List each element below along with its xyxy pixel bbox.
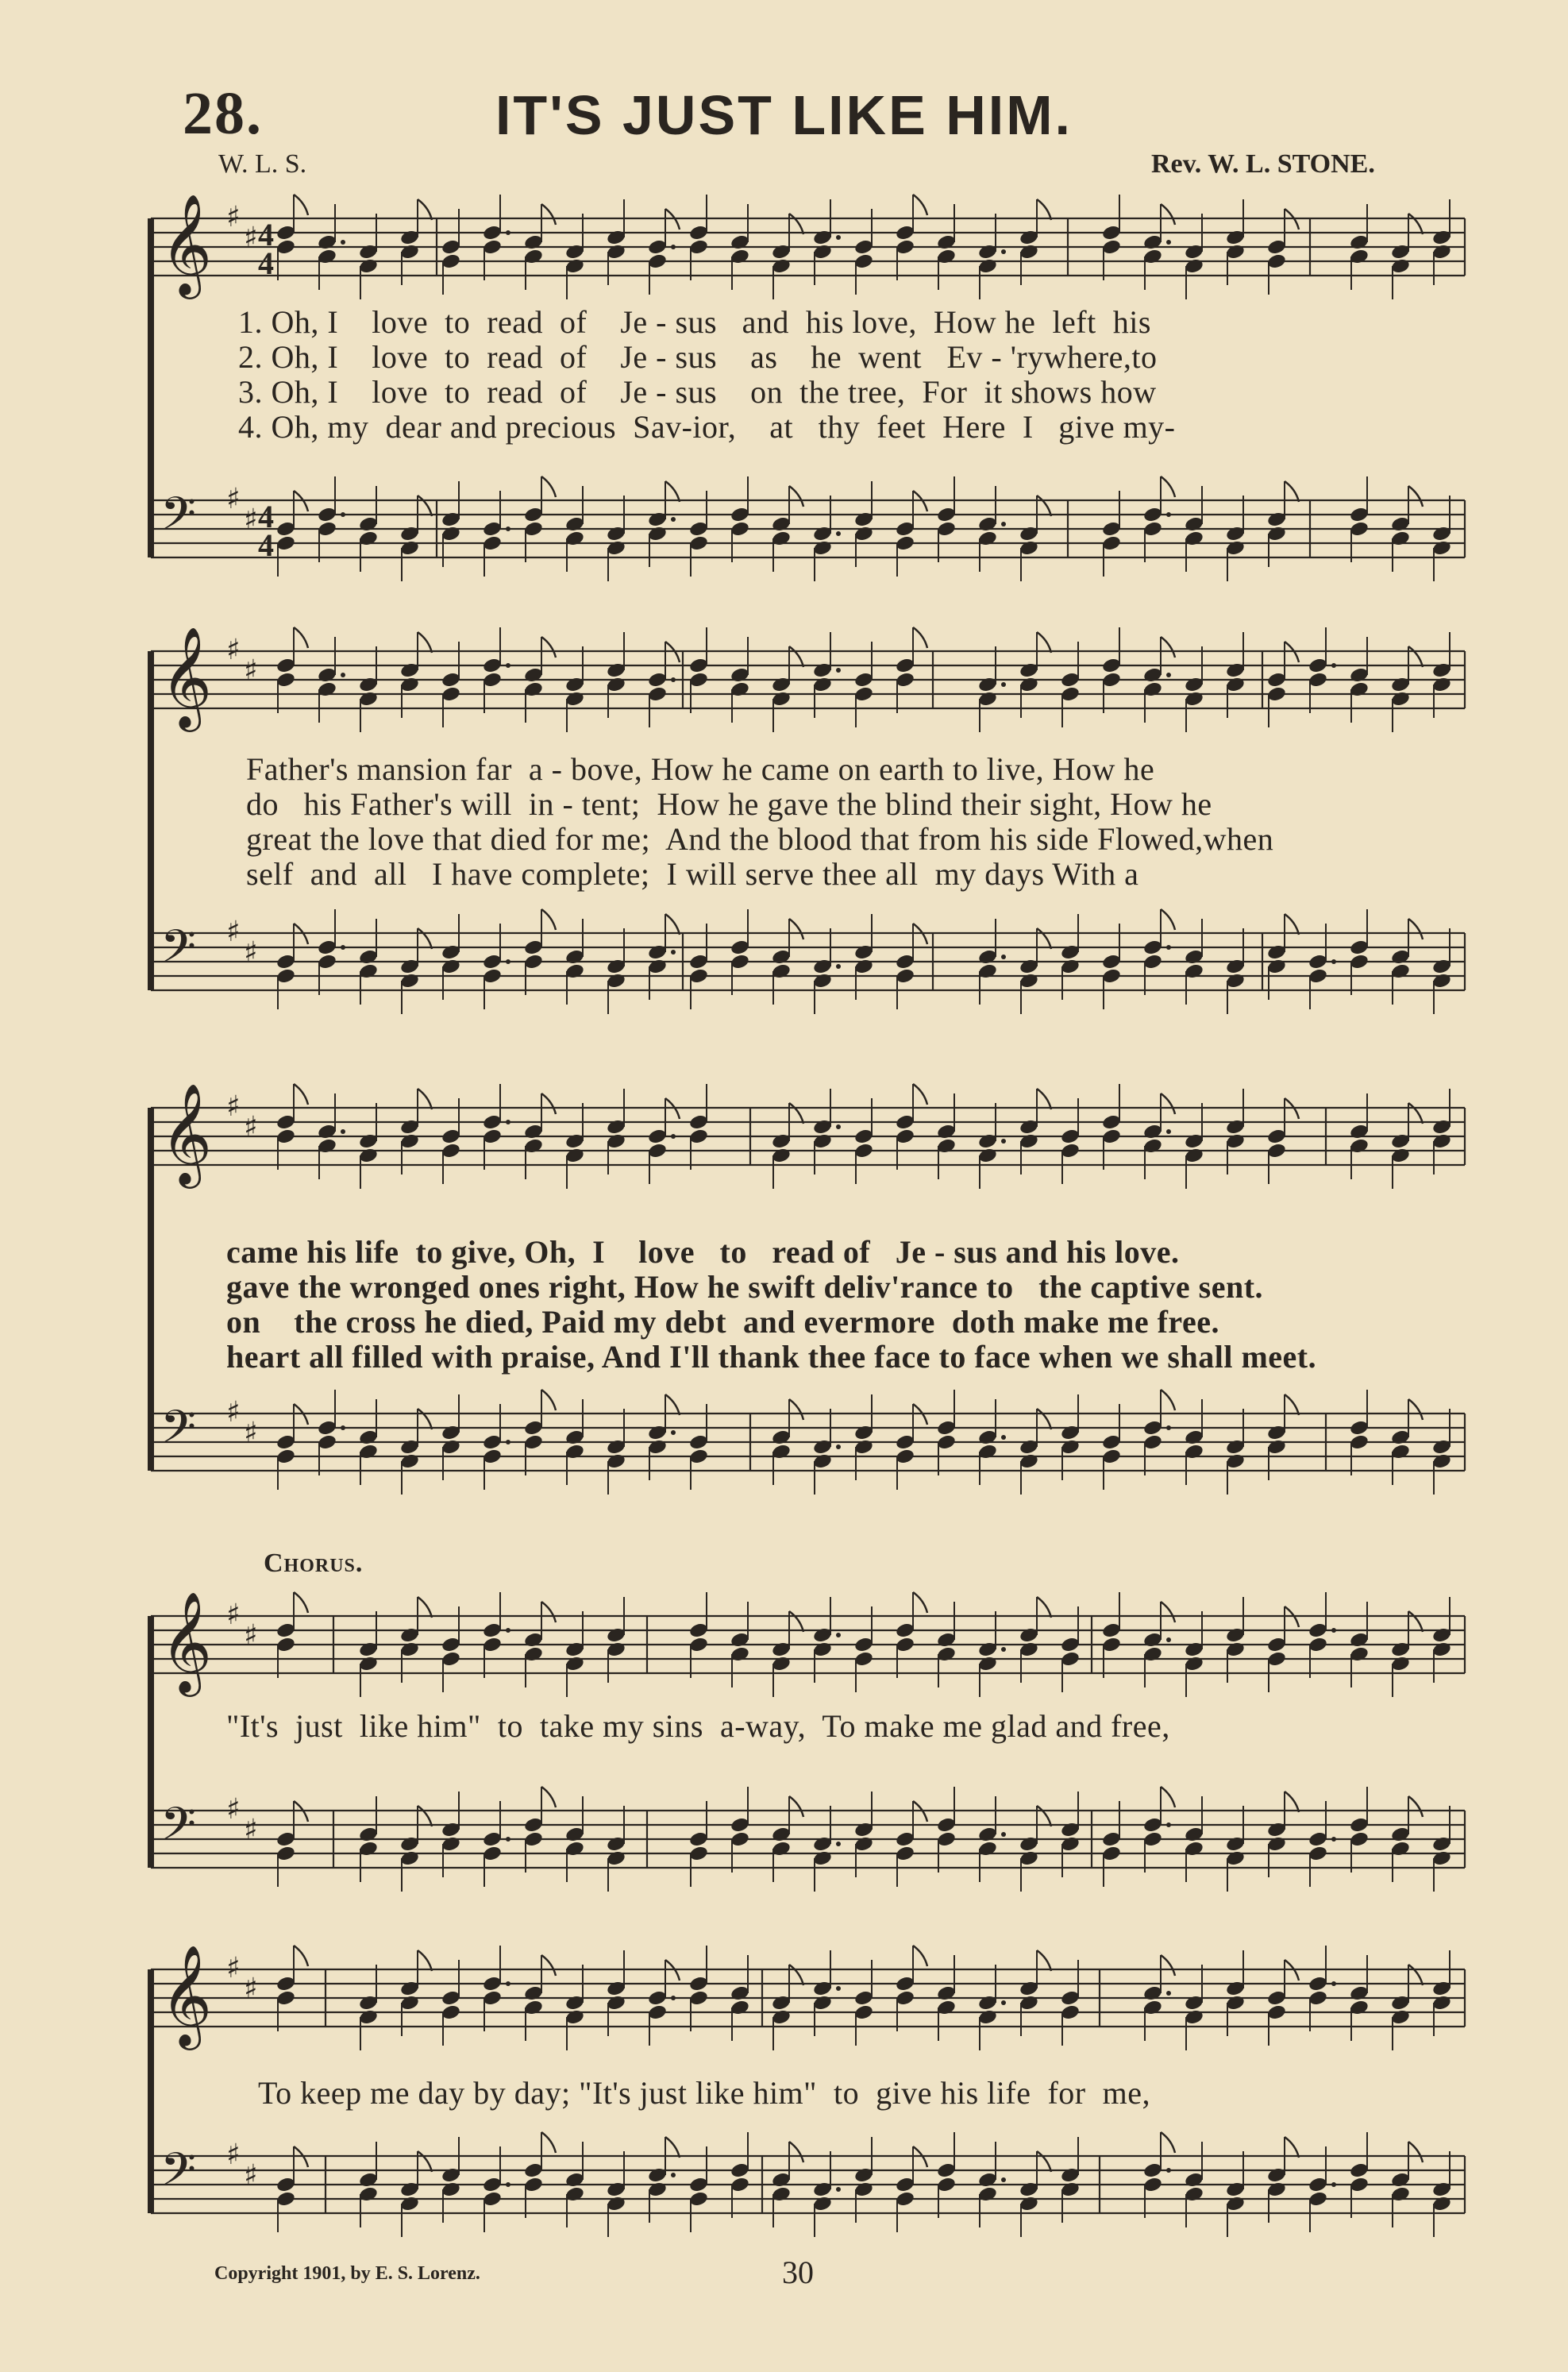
chorus-line-2: To keep me day by day; "It's just like him" to give his life for me,	[258, 2075, 1150, 2111]
sharp-icon: ♯	[244, 2159, 258, 2192]
copyright-notice: Copyright 1901, by E. S. Lorenz.	[214, 2263, 480, 2284]
sharp-icon: ♯	[226, 1952, 241, 1984]
treble-clef-icon: 𝄞	[160, 1591, 213, 1692]
treble-staff	[151, 1944, 1465, 2050]
hymn-title: IT'S JUST LIKE HIM.	[495, 84, 1073, 146]
bass-clef-icon: 𝄢	[160, 487, 197, 552]
bass-clef-icon: 𝄢	[160, 1797, 197, 1862]
bass-clef-icon: 𝄢	[160, 2143, 197, 2208]
verse-4-line-3: heart all filled with praise, And I'll thank thee face to face when we shall meet.	[226, 1339, 1317, 1375]
chorus-label: Chorus.	[264, 1549, 364, 1578]
treble-clef-icon: 𝄞	[160, 1944, 213, 2046]
treble-clef-icon: 𝄞	[160, 1082, 213, 1184]
dot	[1001, 2177, 1006, 2182]
note-flag	[294, 1946, 308, 1966]
time-signature: 4	[258, 499, 274, 534]
verse-4-line-1: 4. Oh, my dear and precious Sav-ior, at thy feet Here I give my-	[238, 409, 1176, 445]
sharp-icon: ♯	[244, 1814, 258, 1846]
bass-staff	[151, 2139, 1465, 2213]
verse-1-line-1: 1. Oh, I love to read of Je - sus and his love, How he left his	[238, 304, 1151, 340]
note-flag	[1408, 2142, 1423, 2162]
dot	[836, 1986, 841, 1991]
sharp-icon: ♯	[244, 654, 258, 687]
sharp-icon: ♯	[226, 1599, 241, 1631]
verse-4-line-2: self and all I have complete; I will serve thee all my days With a	[246, 856, 1139, 892]
verse-3-line-2: great the love that died for me; And the blood that from his side Flowed,when	[246, 821, 1274, 857]
verse-2-line-2: do his Father's will in - tent; How he gave the blind their sight, How he	[246, 786, 1212, 822]
dot	[1001, 2000, 1006, 2005]
note-flag	[418, 2151, 432, 2172]
time-signature: 4	[258, 245, 274, 281]
note-flag	[418, 1950, 432, 1971]
dot	[506, 1981, 510, 1986]
sharp-icon: ♯	[226, 2139, 241, 2171]
dot	[836, 2187, 841, 2192]
sharp-icon: ♯	[226, 1793, 241, 1826]
note-flag	[1285, 2137, 1299, 2158]
time-signature: 4	[258, 217, 274, 253]
sharp-icon: ♯	[244, 1619, 258, 1652]
hymn-number: 28.	[183, 80, 263, 147]
note-flag	[541, 1955, 556, 1976]
verse-2-line-1: 2. Oh, I love to read of Je - sus as he went Ev - 'rywhere,to	[238, 339, 1158, 375]
sharp-icon: ♯	[244, 1417, 258, 1449]
verse-2-line-3: gave the wronged ones right, How he swift deliv'rance to the captive sent.	[226, 1269, 1264, 1305]
note-flag	[541, 2132, 556, 2153]
time-signature: 4	[258, 527, 274, 563]
note-flag	[913, 1946, 927, 1966]
note-flag	[1161, 2132, 1175, 2153]
dot	[1331, 1981, 1336, 1986]
note-flag	[1037, 1950, 1051, 1971]
lyricist-credit: W. L. S.	[218, 149, 307, 179]
note-flag	[1161, 1955, 1175, 1976]
dot	[671, 2173, 676, 2177]
sharp-icon: ♯	[244, 1111, 258, 1144]
sharp-icon: ♯	[226, 483, 241, 515]
treble-clef-icon: 𝄞	[160, 193, 213, 295]
dot	[506, 2182, 510, 2187]
note-flag	[1408, 1965, 1423, 1985]
note-flag	[789, 2142, 803, 2162]
dot	[1166, 2168, 1171, 2173]
verse-1-line-3: came his life to give, Oh, I love to read of Je - sus and his love.	[226, 1234, 1180, 1270]
verse-3-line-3: on the cross he died, Paid my debt and evermore doth make me free.	[226, 1304, 1219, 1340]
page-number: 30	[782, 2254, 814, 2290]
bass-clef-icon: 𝄢	[160, 1400, 197, 1465]
sharp-icon: ♯	[244, 936, 258, 969]
sharp-icon: ♯	[226, 1090, 241, 1123]
treble-clef-icon: 𝄞	[160, 626, 213, 727]
bass-clef-icon: 𝄢	[160, 920, 197, 985]
sharp-icon: ♯	[226, 201, 241, 233]
verse-3-line-1: 3. Oh, I love to read of Je - sus on the tree, For it shows how	[238, 374, 1157, 410]
chorus-line-1: "It's just like him" to take my sins a-way, To make me glad and free,	[226, 1708, 1170, 1744]
verse-1-line-2: Father's mansion far a - bove, How he came on earth to live, How he	[246, 751, 1155, 787]
sharp-icon: ♯	[244, 1973, 258, 2005]
sharp-icon: ♯	[244, 503, 258, 536]
sharp-icon: ♯	[226, 634, 241, 666]
composer-credit: Rev. W. L. STONE.	[1151, 149, 1375, 179]
note-flag	[665, 2137, 680, 2158]
sharp-icon: ♯	[226, 916, 241, 948]
dot	[671, 1996, 676, 2000]
dot	[1331, 2182, 1336, 2187]
sharp-icon: ♯	[226, 1396, 241, 1429]
sharp-icon: ♯	[244, 222, 258, 254]
note-flag	[789, 1965, 803, 1985]
dot	[1166, 1991, 1171, 1996]
note-flag	[1037, 2151, 1051, 2172]
